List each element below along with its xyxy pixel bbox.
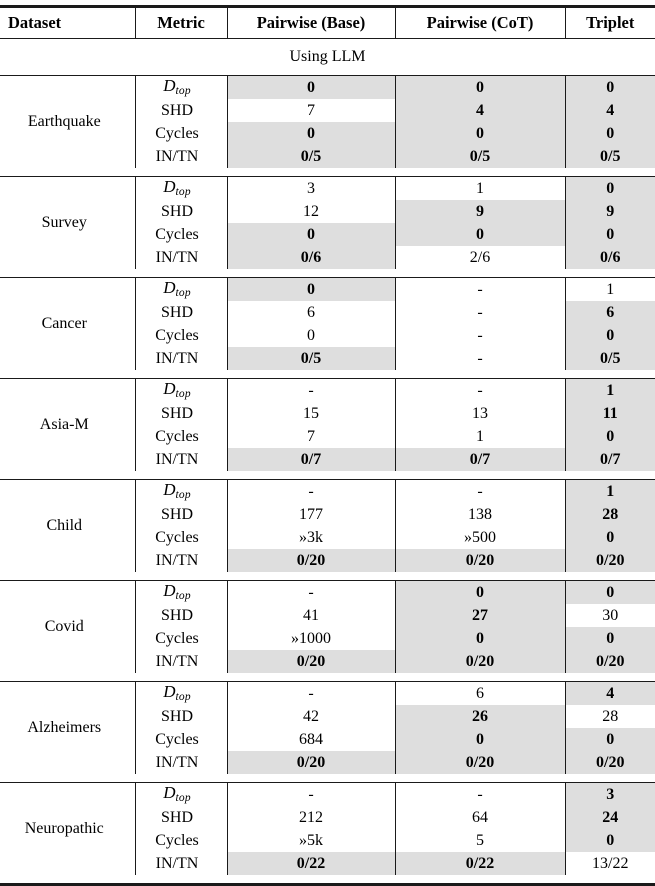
- dtop-subscript: top: [175, 287, 191, 300]
- metric-cell: [135, 448, 227, 471]
- value-cell-triplet: 0/5: [565, 347, 655, 370]
- section-row-using-llm: [0, 39, 655, 76]
- metric-label-intn: IN/TN: [155, 753, 199, 771]
- value-cell-pairwise-cot: -: [395, 324, 565, 347]
- value-cell-pairwise-base: 684: [227, 728, 395, 751]
- metric-cell: [135, 581, 227, 604]
- metric-cell: [135, 526, 227, 549]
- value-cell-triplet: 6: [565, 301, 655, 324]
- table-header-row: [0, 8, 655, 39]
- metric-cell: [135, 246, 227, 269]
- value-cell-pairwise-cot: »500: [395, 526, 565, 549]
- value-cell-triplet: 3: [565, 783, 655, 806]
- metric-cell: [135, 200, 227, 223]
- metric-label-cycles: Cycles: [155, 124, 199, 142]
- metric-cell: [135, 402, 227, 425]
- metric-label-shd: SHD: [160, 202, 193, 220]
- value-cell-pairwise-cot: 0: [395, 223, 565, 246]
- metric-label-intn: IN/TN: [155, 652, 199, 670]
- metric-label-dtop: [163, 581, 191, 603]
- metric-cell: [135, 145, 227, 168]
- table-row: [0, 581, 655, 604]
- value-cell-pairwise-base: 0/6: [227, 246, 395, 269]
- value-cell-triplet: 28: [565, 503, 655, 526]
- bottom-gap: [0, 875, 655, 884]
- metric-cell: [135, 650, 227, 673]
- dtop-symbol: D: [163, 76, 176, 96]
- value-cell-triplet: 1: [565, 379, 655, 402]
- value-cell-pairwise-cot: 1: [395, 425, 565, 448]
- metric-label-dtop: [163, 76, 191, 98]
- value-cell-pairwise-base: »3k: [227, 526, 395, 549]
- dtop-subscript: top: [175, 85, 191, 98]
- metric-label-dtop: [163, 480, 191, 502]
- value-cell-pairwise-cot: 26: [395, 705, 565, 728]
- value-cell-triplet: 13/22: [565, 852, 655, 875]
- metric-cell: [135, 425, 227, 448]
- dataset-name-cell: Neuropathic: [24, 820, 104, 837]
- value-cell-pairwise-cot: 13: [395, 402, 565, 425]
- value-cell-triplet: 1: [565, 480, 655, 503]
- value-cell-pairwise-base: 12: [227, 200, 395, 223]
- value-cell-triplet: 24: [565, 806, 655, 829]
- metric-cell: [135, 480, 227, 503]
- value-cell-triplet: 0/5: [565, 145, 655, 168]
- block-gap: [0, 774, 655, 783]
- metric-cell: [135, 604, 227, 627]
- metric-label-intn: IN/TN: [155, 147, 199, 165]
- metric-label-dtop: [163, 177, 191, 199]
- table-row: [0, 278, 655, 301]
- metric-cell: [135, 76, 227, 100]
- value-cell-pairwise-cot: 0/22: [395, 852, 565, 875]
- value-cell-pairwise-base: 0/5: [227, 347, 395, 370]
- section-label: Using LLM: [0, 39, 655, 76]
- metric-cell: [135, 177, 227, 200]
- metric-label-intn: IN/TN: [155, 349, 199, 367]
- value-cell-pairwise-cot: 0: [395, 581, 565, 604]
- dtop-subscript: top: [175, 792, 191, 805]
- value-cell-pairwise-cot: -: [395, 379, 565, 402]
- metric-cell: [135, 751, 227, 774]
- dataset-name-cell: Earthquake: [27, 113, 101, 130]
- value-cell-pairwise-base: -: [227, 581, 395, 604]
- value-cell-triplet: 4: [565, 99, 655, 122]
- value-cell-triplet: 0/6: [565, 246, 655, 269]
- value-cell-pairwise-base: »1000: [227, 627, 395, 650]
- metric-label-intn: IN/TN: [155, 551, 199, 569]
- metric-label-intn: IN/TN: [155, 854, 199, 872]
- value-cell-pairwise-cot: 0/20: [395, 549, 565, 572]
- value-cell-pairwise-base: 177: [227, 503, 395, 526]
- value-cell-pairwise-base: 0/22: [227, 852, 395, 875]
- dtop-symbol: D: [163, 278, 176, 298]
- column-header-triplet: Triplet: [565, 8, 655, 39]
- value-cell-triplet: 0/20: [565, 549, 655, 572]
- value-cell-triplet: 0/20: [565, 751, 655, 774]
- value-cell-pairwise-cot: -: [395, 783, 565, 806]
- value-cell-pairwise-cot: 2/6: [395, 246, 565, 269]
- value-cell-pairwise-cot: 5: [395, 829, 565, 852]
- value-cell-pairwise-base: 0/5: [227, 145, 395, 168]
- results-table: [0, 5, 655, 886]
- metric-cell: [135, 99, 227, 122]
- value-cell-pairwise-base: 6: [227, 301, 395, 324]
- value-cell-pairwise-base: 0/20: [227, 549, 395, 572]
- column-header-metric: Metric: [135, 8, 227, 39]
- value-cell-triplet: 0: [565, 122, 655, 145]
- dtop-symbol: D: [163, 177, 176, 197]
- metric-label-cycles: Cycles: [155, 730, 199, 748]
- metric-label-intn: IN/TN: [155, 248, 199, 266]
- value-cell-pairwise-base: 0: [227, 324, 395, 347]
- value-cell-pairwise-base: 0: [227, 278, 395, 301]
- dtop-symbol: D: [163, 379, 176, 399]
- column-header-dataset: Dataset: [8, 12, 62, 32]
- value-cell-triplet: 0: [565, 177, 655, 200]
- value-cell-triplet: 30: [565, 604, 655, 627]
- table-row: [0, 480, 655, 503]
- table-row: [0, 783, 655, 806]
- metric-cell: [135, 324, 227, 347]
- block-gap: [0, 471, 655, 480]
- value-cell-pairwise-base: 7: [227, 99, 395, 122]
- value-cell-pairwise-base: »5k: [227, 829, 395, 852]
- value-cell-triplet: 0: [565, 425, 655, 448]
- value-cell-pairwise-base: 0: [227, 223, 395, 246]
- metric-cell: [135, 852, 227, 875]
- dataset-name-cell: Asia-M: [39, 416, 89, 433]
- value-cell-triplet: 0: [565, 223, 655, 246]
- value-cell-pairwise-cot: 4: [395, 99, 565, 122]
- value-cell-pairwise-cot: 0: [395, 122, 565, 145]
- value-cell-pairwise-base: -: [227, 480, 395, 503]
- value-cell-pairwise-cot: -: [395, 301, 565, 324]
- value-cell-pairwise-cot: -: [395, 347, 565, 370]
- dtop-symbol: D: [163, 581, 176, 601]
- value-cell-triplet: 0: [565, 627, 655, 650]
- metric-cell: [135, 549, 227, 572]
- dtop-symbol: D: [163, 480, 176, 500]
- value-cell-pairwise-base: -: [227, 379, 395, 402]
- metric-label-cycles: Cycles: [155, 225, 199, 243]
- table-row: [0, 177, 655, 200]
- table-row: [0, 682, 655, 705]
- metric-label-shd: SHD: [160, 404, 193, 422]
- metric-label-shd: SHD: [160, 303, 193, 321]
- metric-label-shd: SHD: [160, 606, 193, 624]
- table-row: [0, 379, 655, 402]
- value-cell-pairwise-cot: 27: [395, 604, 565, 627]
- value-cell-pairwise-cot: 6: [395, 682, 565, 705]
- block-gap: [0, 269, 655, 278]
- table-row: [0, 76, 655, 100]
- metric-cell: [135, 627, 227, 650]
- value-cell-triplet: 4: [565, 682, 655, 705]
- value-cell-triplet: 28: [565, 705, 655, 728]
- metric-label-dtop: [163, 379, 191, 401]
- metric-label-dtop: [163, 783, 191, 805]
- value-cell-triplet: 0/20: [565, 650, 655, 673]
- metric-cell: [135, 783, 227, 806]
- value-cell-pairwise-cot: 138: [395, 503, 565, 526]
- metric-cell: [135, 829, 227, 852]
- metric-label-cycles: Cycles: [155, 528, 199, 546]
- value-cell-triplet: 9: [565, 200, 655, 223]
- value-cell-pairwise-base: 0/7: [227, 448, 395, 471]
- value-cell-pairwise-base: -: [227, 783, 395, 806]
- metric-cell: [135, 806, 227, 829]
- dataset-name-cell: Child: [46, 517, 83, 534]
- value-cell-pairwise-cot: 0/20: [395, 751, 565, 774]
- dataset-name-cell: Alzheimers: [27, 719, 102, 736]
- value-cell-pairwise-base: 41: [227, 604, 395, 627]
- value-cell-pairwise-cot: -: [395, 480, 565, 503]
- value-cell-pairwise-base: 0: [227, 76, 395, 100]
- value-cell-pairwise-cot: 0: [395, 76, 565, 100]
- metric-label-shd: SHD: [160, 808, 193, 826]
- column-header-pairwise-cot: Pairwise (CoT): [395, 8, 565, 39]
- value-cell-pairwise-cot: 64: [395, 806, 565, 829]
- value-cell-pairwise-cot: 0: [395, 627, 565, 650]
- value-cell-pairwise-cot: 0/5: [395, 145, 565, 168]
- dataset-name-cell: Covid: [44, 618, 84, 635]
- dataset-name-cell: Survey: [41, 214, 87, 231]
- value-cell-pairwise-base: 0/20: [227, 650, 395, 673]
- dtop-symbol: D: [163, 783, 176, 803]
- metric-cell: [135, 278, 227, 301]
- metric-label-shd: SHD: [160, 707, 193, 725]
- value-cell-pairwise-cot: 0/20: [395, 650, 565, 673]
- value-cell-triplet: 1: [565, 278, 655, 301]
- dtop-subscript: top: [175, 691, 191, 704]
- value-cell-triplet: 0: [565, 526, 655, 549]
- value-cell-pairwise-cot: 0/7: [395, 448, 565, 471]
- value-cell-pairwise-cot: -: [395, 278, 565, 301]
- value-cell-pairwise-base: 3: [227, 177, 395, 200]
- value-cell-pairwise-base: 0: [227, 122, 395, 145]
- metric-cell: [135, 301, 227, 324]
- dtop-subscript: top: [175, 388, 191, 401]
- value-cell-triplet: 0/7: [565, 448, 655, 471]
- value-cell-triplet: 0: [565, 829, 655, 852]
- metric-cell: [135, 728, 227, 751]
- metric-cell: [135, 503, 227, 526]
- value-cell-pairwise-base: 42: [227, 705, 395, 728]
- value-cell-pairwise-base: 15: [227, 402, 395, 425]
- value-cell-pairwise-base: 0/20: [227, 751, 395, 774]
- metric-cell: [135, 223, 227, 246]
- value-cell-pairwise-cot: 1: [395, 177, 565, 200]
- block-gap: [0, 673, 655, 682]
- block-gap: [0, 572, 655, 581]
- metric-label-dtop: [163, 682, 191, 704]
- metric-cell: [135, 122, 227, 145]
- value-cell-pairwise-base: 7: [227, 425, 395, 448]
- metric-cell: [135, 682, 227, 705]
- block-gap: [0, 168, 655, 177]
- value-cell-pairwise-base: 212: [227, 806, 395, 829]
- block-gap: [0, 370, 655, 379]
- metric-label-cycles: Cycles: [155, 427, 199, 445]
- metric-label-cycles: Cycles: [155, 831, 199, 849]
- dataset-name-cell: Cancer: [41, 315, 87, 332]
- column-header-pairwise-base: Pairwise (Base): [227, 8, 395, 39]
- metric-label-dtop: [163, 278, 191, 300]
- value-cell-triplet: 0: [565, 324, 655, 347]
- value-cell-triplet: 11: [565, 402, 655, 425]
- metric-label-intn: IN/TN: [155, 450, 199, 468]
- value-cell-triplet: 0: [565, 581, 655, 604]
- metric-label-cycles: Cycles: [155, 326, 199, 344]
- metric-label-shd: SHD: [160, 505, 193, 523]
- value-cell-triplet: 0: [565, 76, 655, 100]
- value-cell-triplet: 0: [565, 728, 655, 751]
- metric-cell: [135, 347, 227, 370]
- value-cell-pairwise-base: -: [227, 682, 395, 705]
- metric-label-shd: SHD: [160, 101, 193, 119]
- dtop-subscript: top: [175, 186, 191, 199]
- dtop-subscript: top: [175, 590, 191, 603]
- value-cell-pairwise-cot: 9: [395, 200, 565, 223]
- metric-cell: [135, 705, 227, 728]
- metric-label-cycles: Cycles: [155, 629, 199, 647]
- dtop-subscript: top: [175, 489, 191, 502]
- dtop-symbol: D: [163, 682, 176, 702]
- value-cell-pairwise-cot: 0: [395, 728, 565, 751]
- metric-cell: [135, 379, 227, 402]
